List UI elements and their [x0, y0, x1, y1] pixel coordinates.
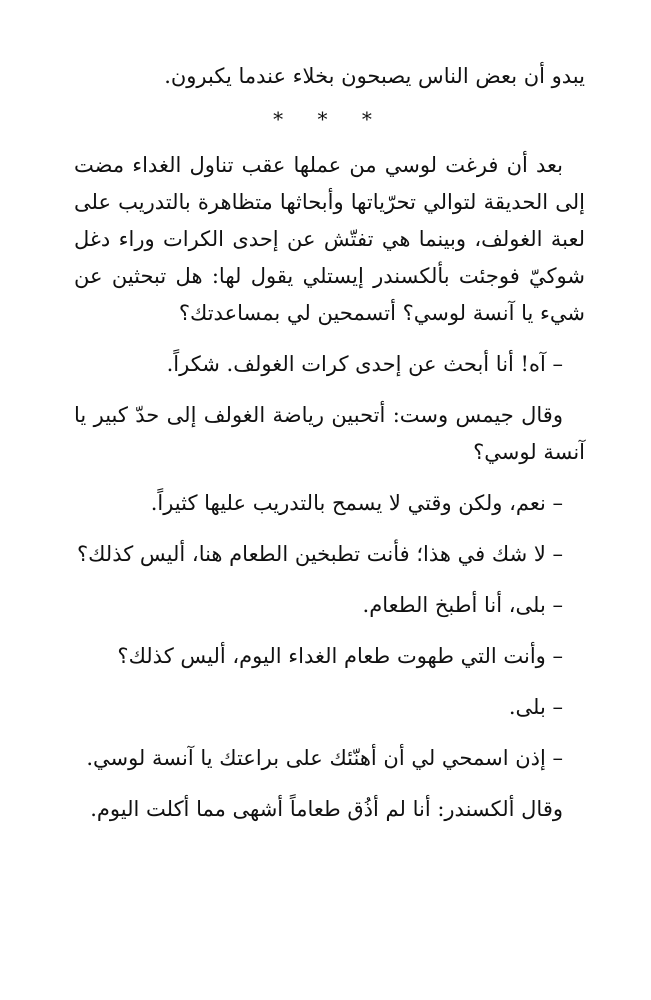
section-separator: * * *: [273, 107, 386, 131]
dialogue-line: – وأنت التي طهوت طعام الغداء اليوم، أليس كذلك؟: [117, 644, 563, 668]
paragraph-narration: وقال ألكسندر: أنا لم أذُق طعاماً أشهى مما أكلت اليوم.: [90, 797, 563, 821]
dialogue-line: – آه! أنا أبحث عن إحدى كرات الغولف. شكراً.: [166, 352, 563, 376]
paragraph-narration: وقال جيمس وست: أتحبين رياضة الغولف إلى حدّ كبير يا آنسة لوسي؟: [74, 403, 585, 464]
dialogue-line: – إذن اسمحي لي أن أهنّئك على براعتك يا آنسة لوسي.: [86, 746, 563, 770]
dialogue-line: – نعم، ولكن وقتي لا يسمح بالتدريب عليها كثيراً.: [150, 491, 563, 515]
book-page: [74, 58, 585, 842]
paragraph-opening: يبدو أن بعض الناس يصبحون بخلاء عندما يكبرون.: [164, 64, 585, 88]
dialogue-line: – لا شك في هذا؛ فأنت تطبخين الطعام هنا، أليس كذلك؟: [76, 542, 563, 566]
dialogue-line: – بلى، أنا أطبخ الطعام.: [362, 593, 563, 617]
dialogue-line: – بلى.: [508, 695, 563, 719]
paragraph-narration: بعد أن فرغت لوسي من عملها عقب تناول الغداء مضت إلى الحديقة لتوالي تحرّياتها وأبحاثها متظاهرة بالتدريب على لعبة الغولف، وبينما هي تفتّش عن إحدى الكرات وراء دغل شوكيّ فوجئت بألكسندر إيستلي يقول لها: هل تبحثين عن شيء يا آنسة لوسي؟ أتسمحين لي بمساعدتك؟: [74, 153, 585, 325]
